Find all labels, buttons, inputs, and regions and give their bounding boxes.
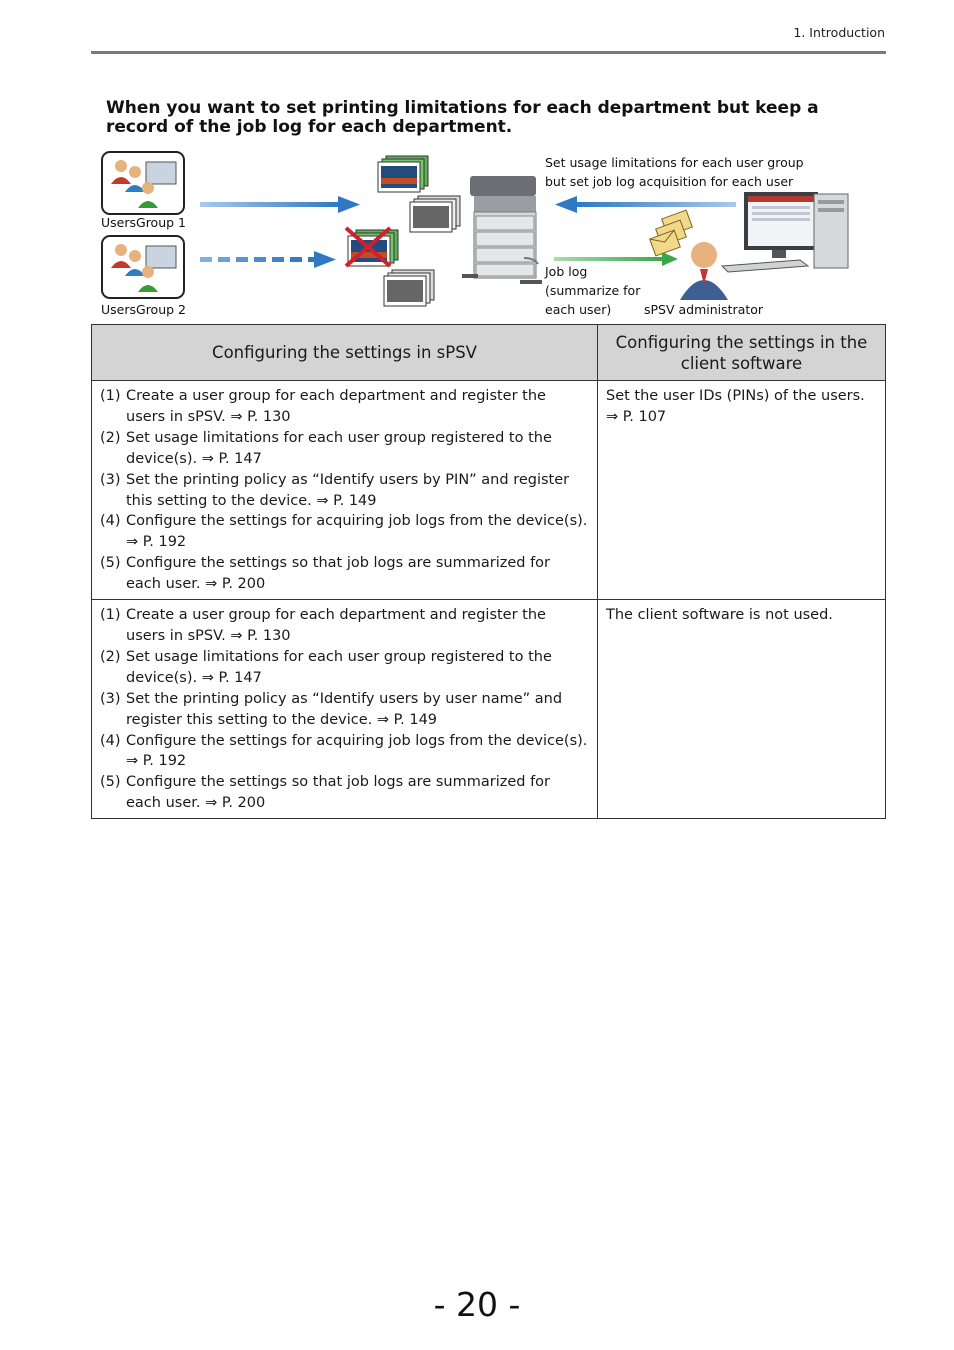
step-text: Configure the settings for acquiring job logs from the device(s). ⇒ P. 192 bbox=[126, 732, 588, 770]
admin-label: sPSV administrator bbox=[644, 302, 764, 317]
step-number: (5) bbox=[100, 555, 121, 572]
table-header-row bbox=[92, 325, 886, 381]
step-item bbox=[100, 731, 589, 773]
step-number: (4) bbox=[100, 732, 121, 749]
step-text: Set the printing policy as “Identify users by PIN” and register this setting to the device. ⇒ P. 149 bbox=[126, 471, 570, 509]
color-print-job-icon bbox=[378, 156, 428, 192]
step-item bbox=[100, 470, 589, 512]
header-rule bbox=[91, 51, 886, 54]
diagram-note-line1: Set usage limitations for each user group bbox=[545, 155, 804, 170]
users-group-icon bbox=[102, 236, 184, 298]
table-row bbox=[92, 600, 886, 819]
section-header: 1. Introduction bbox=[793, 25, 885, 40]
arrow-left-icon bbox=[555, 196, 736, 213]
group2-label: UsersGroup 2 bbox=[101, 302, 186, 317]
step-item bbox=[100, 428, 589, 470]
users-group-icon bbox=[102, 152, 184, 214]
spsv-steps-cell bbox=[92, 381, 598, 600]
step-item bbox=[100, 511, 589, 553]
client-setting-line2: ⇒ P. 107 bbox=[606, 408, 667, 425]
step-item bbox=[100, 647, 589, 689]
dashed-arrow-right-icon bbox=[200, 251, 336, 268]
diagram-note-line2: but set job log acquisition for each user bbox=[545, 174, 794, 189]
client-settings-cell bbox=[598, 381, 886, 600]
client-setting-line1: The client software is not used. bbox=[606, 607, 833, 624]
client-setting-line1: Set the user IDs (PINs) of the users. bbox=[606, 388, 865, 404]
step-text: Set the printing policy as “Identify users by user name” and register this setting to the device. ⇒ P. 149 bbox=[126, 690, 563, 728]
step-number: (5) bbox=[100, 774, 121, 791]
step-text: Create a user group for each department and register the users in sPSV. ⇒ P. 130 bbox=[126, 607, 546, 644]
printer-icon bbox=[462, 176, 542, 284]
group1-label: UsersGroup 1 bbox=[101, 215, 186, 230]
step-number: (1) bbox=[100, 607, 121, 624]
step-number: (4) bbox=[100, 513, 121, 530]
step-number: (3) bbox=[100, 471, 121, 488]
step-text: Configure the settings so that job logs are summarized for each user. ⇒ P. 200 bbox=[126, 555, 551, 593]
step-item bbox=[100, 553, 589, 595]
step-item bbox=[100, 689, 589, 731]
step-text: Set usage limitations for each user group registered to the device(s). ⇒ P. 147 bbox=[126, 648, 552, 686]
settings-table bbox=[91, 324, 886, 819]
step-number: (2) bbox=[100, 648, 121, 665]
step-text: Configure the settings so that job logs are summarized for each user. ⇒ P. 200 bbox=[126, 774, 551, 812]
job-log-envelope-icon bbox=[650, 210, 693, 256]
column-header-spsv: Configuring the settings in sPSV bbox=[92, 325, 598, 381]
client-settings-cell bbox=[598, 600, 886, 819]
step-item bbox=[100, 386, 589, 428]
workflow-diagram bbox=[92, 148, 886, 322]
step-item bbox=[100, 772, 589, 814]
step-number: (2) bbox=[100, 429, 121, 446]
administrator-icon bbox=[680, 242, 728, 300]
step-number: (3) bbox=[100, 690, 121, 707]
step-item bbox=[100, 605, 589, 647]
page-number: - 20 - bbox=[433, 1285, 521, 1324]
job-log-label-line1: Job log bbox=[545, 264, 588, 279]
step-text: Configure the settings for acquiring job logs from the device(s). ⇒ P. 192 bbox=[126, 513, 588, 551]
spsv-steps-cell bbox=[92, 600, 598, 819]
step-number: (1) bbox=[100, 388, 121, 404]
mono-print-job-icon bbox=[384, 270, 434, 306]
arrow-right-icon bbox=[200, 196, 360, 213]
mono-print-job-icon bbox=[410, 196, 460, 232]
step-text: Create a user group for each department and register the users in sPSV. ⇒ P. 130 bbox=[126, 388, 546, 425]
table-row bbox=[92, 381, 886, 600]
column-header-client: Configuring the settings in the client software bbox=[598, 325, 886, 381]
step-text: Set usage limitations for each user group registered to the device(s). ⇒ P. 147 bbox=[126, 429, 552, 467]
computer-icon bbox=[722, 192, 848, 272]
section-heading: When you want to set printing limitations for each department but keep a record of the job log for each department. bbox=[106, 98, 819, 137]
job-log-label-line3: each user) bbox=[545, 302, 612, 317]
job-log-label-line2: (summarize for bbox=[545, 283, 641, 298]
